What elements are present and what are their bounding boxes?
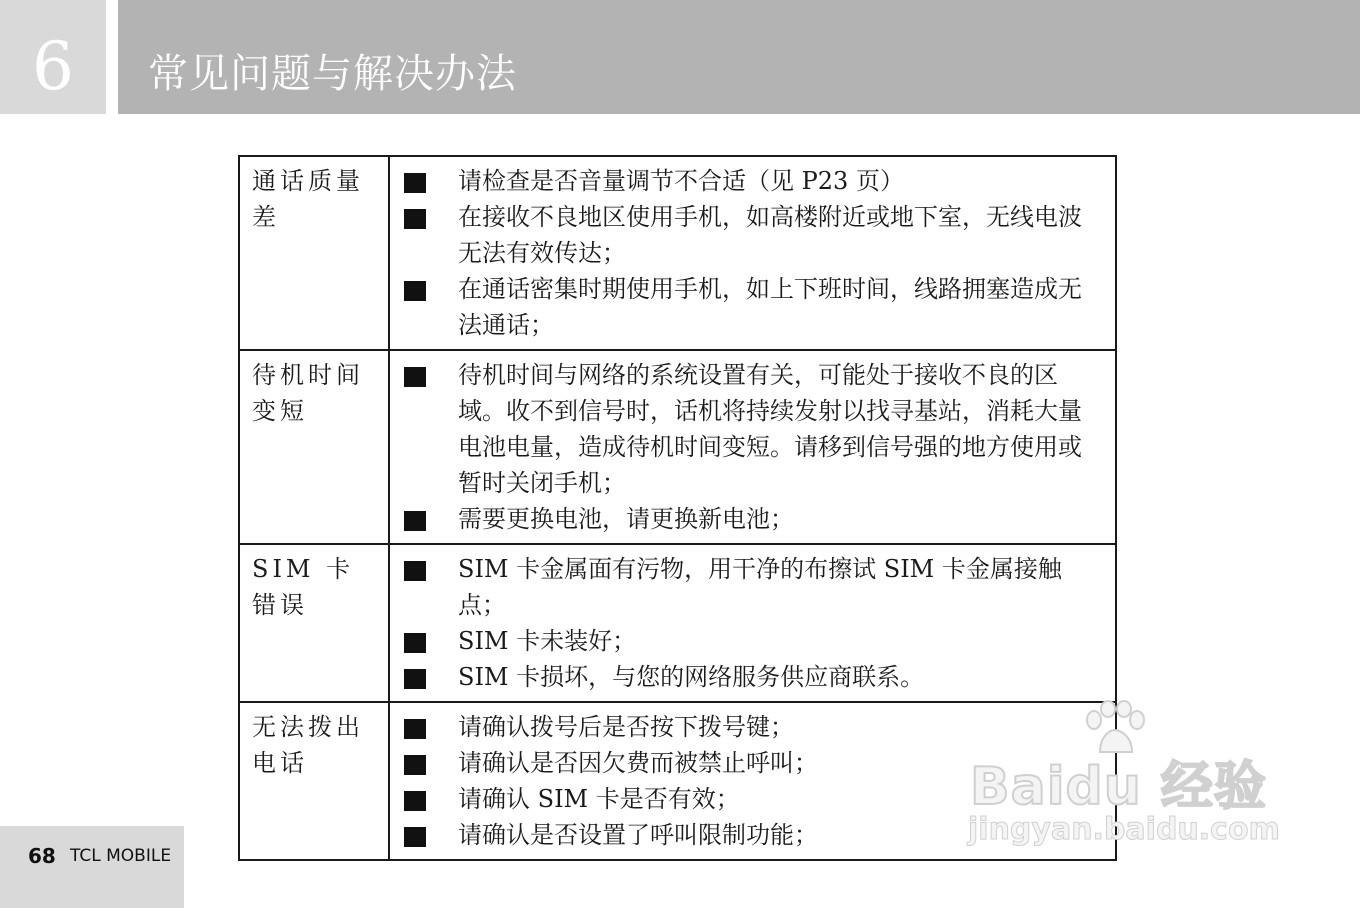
list-item (402, 501, 1103, 537)
square-bullet-icon (404, 281, 426, 301)
list-item (402, 163, 1103, 199)
page-footer (0, 826, 184, 908)
list-item (402, 551, 1103, 623)
solution-cell (389, 350, 1116, 544)
square-bullet-icon (404, 755, 426, 775)
solution-cell (389, 156, 1116, 350)
list-item-text: 请确认是否因欠费而被禁止呼叫； (458, 749, 818, 777)
table-row (239, 156, 1116, 350)
watermark-url: jingyan.baidu.com (968, 812, 1280, 847)
list-item-text: 请确认 SIM 卡是否有效； (458, 785, 740, 813)
square-bullet-icon (404, 719, 426, 739)
watermark (960, 700, 1290, 860)
square-bullet-icon (404, 633, 426, 653)
square-bullet-icon (404, 827, 426, 847)
list-item-text: 请确认拨号后是否按下拨号键； (458, 713, 794, 741)
list-item-text: 需要更换电池，请更换新电池； (458, 505, 794, 533)
problem-cell: 无法拨出电话 (239, 702, 389, 860)
problem-cell: 待机时间变短 (239, 350, 389, 544)
problem-cell: 通话质量差 (239, 156, 389, 350)
list-item-text: 在接收不良地区使用手机，如高楼附近或地下室，无线电波无法有效传达； (458, 203, 1082, 267)
square-bullet-icon (404, 511, 426, 531)
list-item-text: SIM 卡损坏，与您的网络服务供应商联系。 (458, 663, 925, 691)
table-row (239, 544, 1116, 702)
list-item (402, 199, 1103, 271)
square-bullet-icon (404, 561, 426, 581)
brand-name: TCL MOBILE (70, 846, 172, 866)
square-bullet-icon (404, 209, 426, 229)
chapter-number: 6 (32, 28, 74, 105)
page-number: 68 (28, 844, 56, 868)
list-item-text: 在通话密集时期使用手机，如上下班时间，线路拥塞造成无法通话； (458, 275, 1082, 339)
square-bullet-icon (404, 367, 426, 387)
list-item (402, 357, 1103, 501)
list-item-text: 待机时间与网络的系统设置有关，可能处于接收不良的区域。收不到信号时，话机将持续发射以找寻基站，消耗大量电池电量，造成待机时间变短。请移到信号强的地方使用或暂时关闭手机； (458, 361, 1082, 497)
list-item (402, 623, 1103, 659)
chapter-title: 常见问题与解决办法 (148, 51, 517, 97)
table-row (239, 350, 1116, 544)
list-item-text: 请检查是否音量调节不合适（见 P23 页） (458, 167, 904, 195)
square-bullet-icon (404, 669, 426, 689)
chapter-header (118, 0, 1360, 114)
list-item-text: SIM 卡未装好； (458, 627, 637, 655)
square-bullet-icon (404, 173, 426, 193)
list-item (402, 271, 1103, 343)
list-item-text: 请确认是否设置了呼叫限制功能； (458, 821, 818, 849)
list-item (402, 659, 1103, 695)
chapter-number-box (0, 0, 106, 114)
solution-cell (389, 544, 1116, 702)
square-bullet-icon (404, 791, 426, 811)
list-item-text: SIM 卡金属面有污物，用干净的布擦试 SIM 卡金属接触点； (458, 555, 1062, 619)
watermark-logo-text: Baidu 经验 (970, 757, 1267, 817)
problem-cell: SIM 卡错误 (239, 544, 389, 702)
